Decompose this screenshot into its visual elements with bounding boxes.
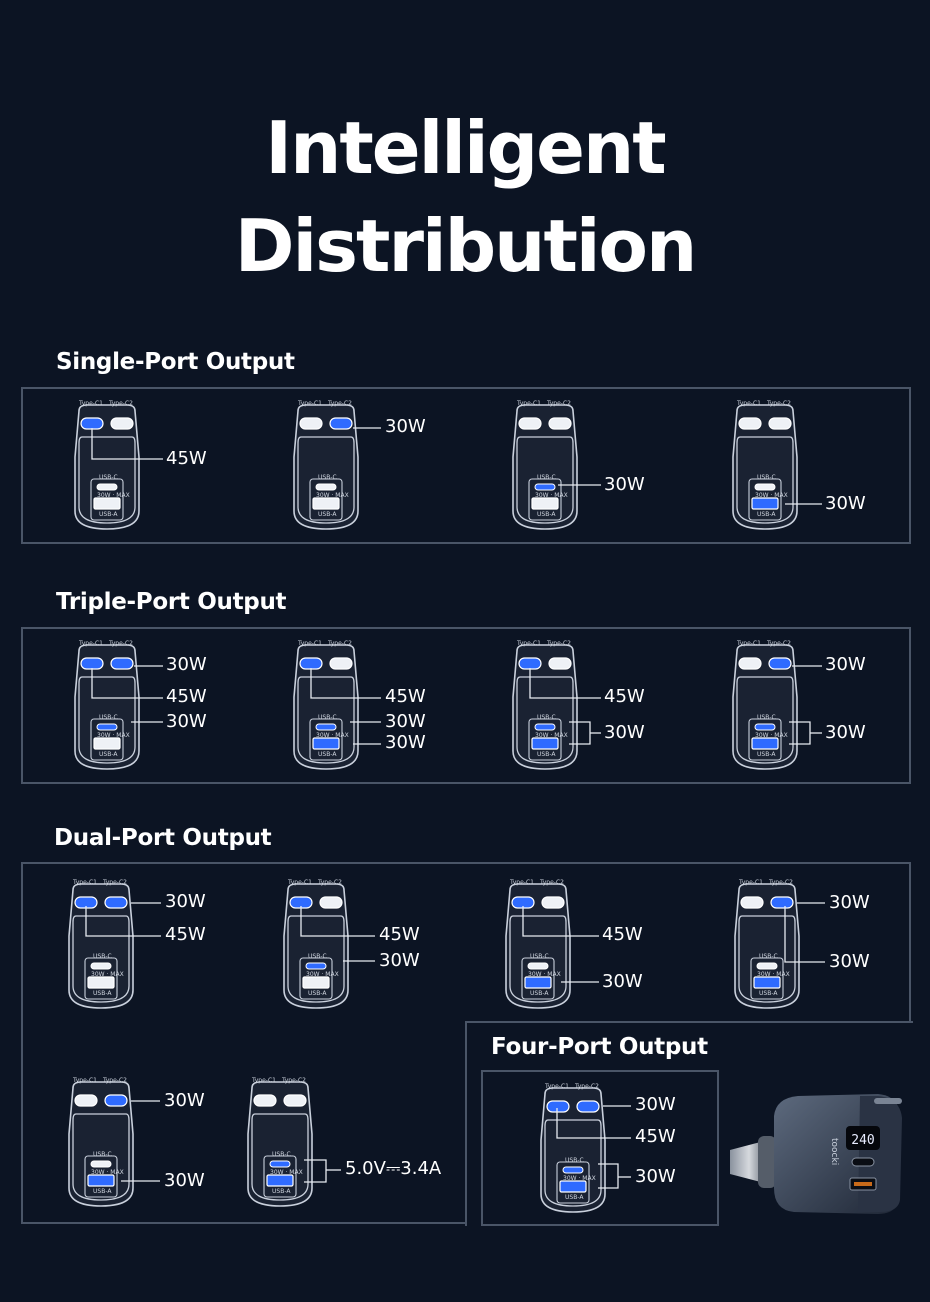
power-value-9-2: 45W [165,924,206,945]
charger-diagram-3 [507,397,583,531]
type-c2-port-icon [542,897,564,908]
usb-c-port-icon [97,484,117,490]
type-c2-port-icon [105,897,127,908]
page-title-line2: Distribution [234,204,696,288]
power-value-15-1: 30W [635,1094,676,1115]
usb-c-label: USB-C [757,474,776,481]
type-c2-port-icon [549,658,571,669]
usb-a-port-icon [532,498,558,509]
usb-c-port-icon [91,963,111,969]
spec-label: 30W · MAX [97,492,130,499]
spec-label: 30W · MAX [535,492,568,499]
power-value-5-3: 30W [166,711,207,732]
power-value-10-2: 30W [379,950,420,971]
usb-a-port-icon [525,977,551,988]
usb-c-port-icon [91,1161,111,1167]
section-title-single: Single-Port Output [56,349,295,375]
charger-diagram-8 [727,637,803,771]
power-value-2-1: 30W [385,416,426,437]
type-c1-label: Type-C1 [298,640,322,647]
type-c1-port-icon [81,418,103,429]
usb-c-port-icon [306,963,326,969]
power-value-10-1: 45W [379,924,420,945]
usb-c-label: USB-C [272,1151,291,1158]
type-c2-port-icon [111,418,133,429]
power-value-6-2: 30W [385,711,426,732]
type-c1-label: Type-C1 [737,640,761,647]
type-c1-port-icon [512,897,534,908]
usb-c-port-icon [316,484,336,490]
type-c1-port-icon [519,658,541,669]
type-c1-port-icon [254,1095,276,1106]
type-c2-label: Type-C2 [767,400,791,407]
charger-diagram-10 [278,876,354,1010]
power-value-6-3: 30W [385,732,426,753]
usb-a-port-icon [752,498,778,509]
usb-c-label: USB-C [93,953,112,960]
usb-a-label: USB-A [99,751,118,758]
charger-diagram-4 [727,397,803,531]
type-c2-label: Type-C2 [767,640,791,647]
type-c1-label: Type-C1 [79,640,103,647]
type-c1-label: Type-C1 [737,400,761,407]
type-c2-label: Type-C2 [575,1083,599,1090]
type-c1-label: Type-C1 [517,640,541,647]
type-c2-port-icon [284,1095,306,1106]
usb-c-label: USB-C [537,714,556,721]
usb-a-label: USB-A [537,751,556,758]
type-c2-label: Type-C2 [103,879,127,886]
spec-label: 30W · MAX [97,732,130,739]
usb-c-port-icon [755,484,775,490]
usb-a-label: USB-A [318,511,337,518]
usb-a-port-icon [560,1181,586,1192]
spec-label: 30W · MAX [316,492,349,499]
usb-c-port-icon [757,963,777,969]
usb-c-label: USB-C [757,714,776,721]
power-value-11-1: 45W [602,924,643,945]
usb-c-port-icon [316,724,336,730]
section-title-dual: Dual-Port Output [54,825,272,851]
brand-logo: toocki [829,1138,839,1166]
usb-c-port-icon [563,1167,583,1173]
type-c1-label: Type-C1 [73,879,97,886]
type-c1-label: Type-C1 [517,400,541,407]
usb-a-label: USB-A [272,1188,291,1195]
charger-diagram-5 [69,637,145,771]
type-c1-label: Type-C1 [739,879,763,886]
section-title-triple: Triple-Port Output [56,589,287,615]
charger-diagram-13 [63,1074,139,1208]
type-c2-label: Type-C2 [328,400,352,407]
usb-c-port-icon [97,724,117,730]
usb-c-port-icon [528,963,548,969]
usb-c-port-icon [270,1161,290,1167]
usb-a-label: USB-A [757,751,776,758]
usb-c-port-icon [755,724,775,730]
usb-a-label: USB-A [318,751,337,758]
type-c1-port-icon [75,1095,97,1106]
spec-label: 30W · MAX [757,971,790,978]
type-c1-port-icon [300,658,322,669]
power-value-11-2: 30W [602,971,643,992]
charger-diagram-12 [729,876,805,1010]
spec-label: 30W · MAX [306,971,339,978]
type-c2-port-icon [549,418,571,429]
usb-a-port-icon [88,1175,114,1186]
type-c1-label: Type-C1 [73,1077,97,1084]
type-c1-port-icon [81,658,103,669]
charger-diagram-1 [69,397,145,531]
spec-label: 30W · MAX [270,1169,303,1176]
charger-diagram-2 [288,397,364,531]
charger-diagram-7 [507,637,583,771]
power-value-5-1: 30W [166,654,207,675]
usb-a-label: USB-A [530,990,549,997]
usb-a-label: USB-A [759,990,778,997]
type-c2-label: Type-C2 [103,1077,127,1084]
page-title-line1: Intelligent [265,106,665,190]
usb-a-label: USB-A [565,1194,584,1201]
type-c1-label: Type-C1 [79,400,103,407]
power-value-15-2: 45W [635,1126,676,1147]
type-c1-port-icon [75,897,97,908]
type-c2-label: Type-C2 [109,640,133,647]
usb-a-label: USB-A [537,511,556,518]
type-c2-label: Type-C2 [109,400,133,407]
type-c2-port-icon [320,897,342,908]
usb-c-label: USB-C [530,953,549,960]
type-c1-port-icon [300,418,322,429]
spec-label: 30W · MAX [91,1169,124,1176]
usb-a-port-icon [313,498,339,509]
power-value-3-1: 30W [604,474,645,495]
usb-c-label: USB-C [318,474,337,481]
type-c2-port-icon [330,658,352,669]
type-c2-label: Type-C2 [318,879,342,886]
usb-c-label: USB-C [93,1151,112,1158]
type-c2-port-icon [769,658,791,669]
usb-c-port-icon [535,724,555,730]
usb-c-label: USB-C [565,1157,584,1164]
type-c1-label: Type-C1 [252,1077,276,1084]
usb-c-label: USB-C [99,474,118,481]
usb-c-label: USB-C [99,714,118,721]
charger-diagram-9 [63,876,139,1010]
power-value-1-1: 45W [166,448,207,469]
power-value-7-2: 30W [604,722,645,743]
power-value-8-1: 30W [825,654,866,675]
spec-label: 30W · MAX [528,971,561,978]
type-c1-port-icon [739,418,761,429]
spec-label: 30W · MAX [535,732,568,739]
usb-a-port-icon [303,977,329,988]
type-c1-port-icon [519,418,541,429]
usb-a-label: USB-A [99,511,118,518]
usb-a-port-icon [754,977,780,988]
type-c2-label: Type-C2 [547,640,571,647]
usb-c-port-icon [535,484,555,490]
charger-diagram-15 [535,1080,611,1214]
usb-a-label: USB-A [308,990,327,997]
power-value-4-1: 30W [825,493,866,514]
usb-a-port-icon [94,738,120,749]
charger-diagram-11 [500,876,576,1010]
spec-label: 30W · MAX [91,971,124,978]
type-c2-port-icon [111,658,133,669]
usb-c-label: USB-C [308,953,327,960]
type-c2-port-icon [577,1101,599,1112]
spec-label: 30W · MAX [755,732,788,739]
spec-label: 30W · MAX [563,1175,596,1182]
type-c2-port-icon [769,418,791,429]
type-c1-port-icon [547,1101,569,1112]
power-value-13-2: 30W [164,1170,205,1191]
type-c1-port-icon [739,658,761,669]
usb-a-port-icon [532,738,558,749]
power-value-12-2: 30W [829,951,870,972]
power-value-6-1: 45W [385,686,426,707]
usb-c-label: USB-C [537,474,556,481]
usb-a-label: USB-A [93,1188,112,1195]
type-c2-label: Type-C2 [282,1077,306,1084]
type-c2-port-icon [771,897,793,908]
type-c1-label: Type-C1 [288,879,312,886]
power-value-14-1: 5.0V⎓3.4A [345,1158,442,1179]
usb-c-port-icon [852,1158,874,1166]
spec-label: 30W · MAX [316,732,349,739]
type-c2-label: Type-C2 [540,879,564,886]
usb-a-port-icon [267,1175,293,1186]
product-photo [728,1088,928,1218]
usb-a-port-icon [752,738,778,749]
power-value-12-1: 30W [829,892,870,913]
type-c1-label: Type-C1 [298,400,322,407]
type-c1-port-icon [741,897,763,908]
power-value-9-1: 30W [165,891,206,912]
usb-c-label: USB-C [759,953,778,960]
type-c2-label: Type-C2 [769,879,793,886]
type-c2-port-icon [105,1095,127,1106]
type-c2-label: Type-C2 [547,400,571,407]
type-c2-port-icon [330,418,352,429]
spec-label: 30W · MAX [755,492,788,499]
usb-a-port-icon [88,977,114,988]
type-c1-label: Type-C1 [510,879,534,886]
section-title-four: Four-Port Output [491,1034,708,1060]
power-value-5-2: 45W [166,686,207,707]
usb-a-label: USB-A [757,511,776,518]
charger-diagram-14 [242,1074,318,1208]
usb-a-label: USB-A [93,990,112,997]
power-value-13-1: 30W [164,1090,205,1111]
power-value-15-3: 30W [635,1166,676,1187]
type-c2-label: Type-C2 [328,640,352,647]
power-value-8-2: 30W [825,722,866,743]
display-readout: 240 [851,1133,875,1148]
power-value-7-1: 45W [604,686,645,707]
type-c1-port-icon [290,897,312,908]
type-c1-label: Type-C1 [545,1083,569,1090]
usb-a-port-icon [94,498,120,509]
usb-a-port-icon [313,738,339,749]
usb-c-label: USB-C [318,714,337,721]
charger-diagram-6 [288,637,364,771]
